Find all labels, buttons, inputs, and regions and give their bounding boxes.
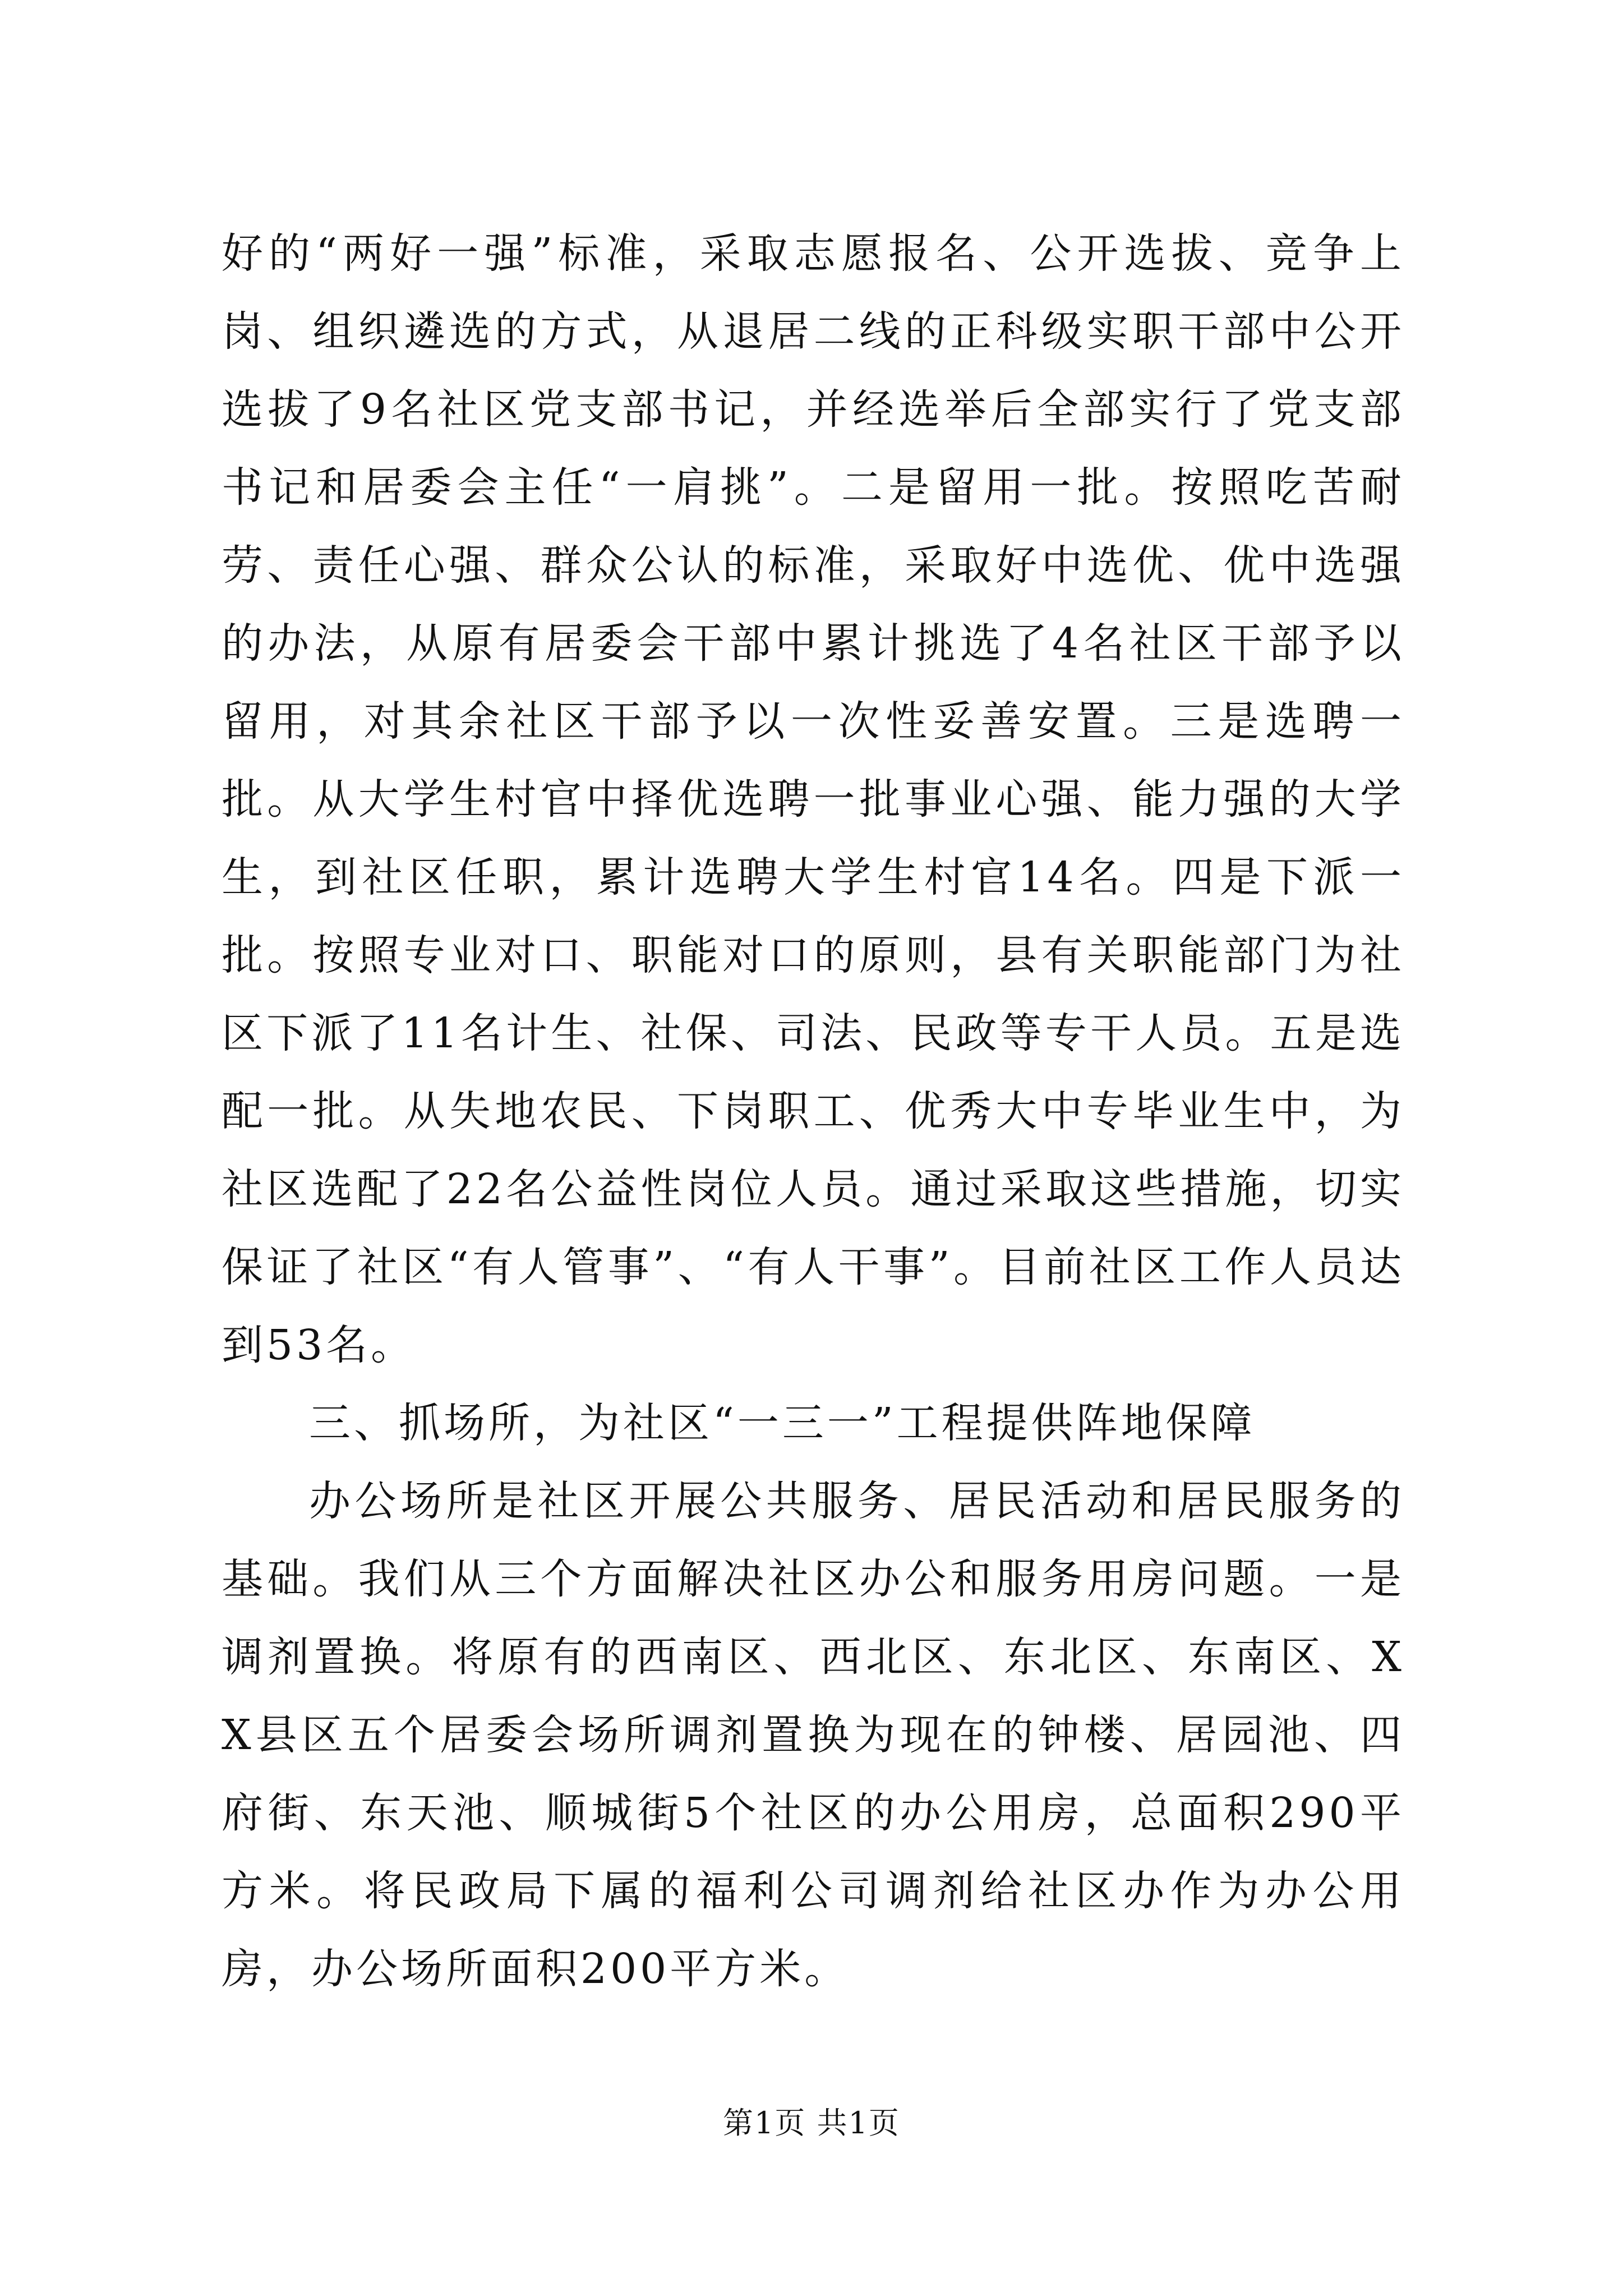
paragraph-1: 好的“两好一强”标准，采取志愿报名、公开选拔、竞争上岗、组织遴选的方式，从退居二线的正科级实职干部中公开选拔了9名社区党支部书记，并经选举后全部实行了党支部书记和居委会主任“一肩挑”。二是留用一批。按照吃苦耐劳、责任心强、群众公认的标准，采取好中选优、优中选强的办法，从原有居委会干部中累计挑选了4名社区干部予以留用，对其余社区干部予以一次性妥善安置。三是选聘一批。从大学生村官中择优选聘一批事业心强、能力强的大学生，到社区任职，累计选聘大学生村官14名。四是下派一批。按照专业对口、职能对口的原则，县有关职能部门为社区下派了11名计生、社保、司法、民政等专干人员。五是选配一批。从失地农民、下岗职工、优秀大中专毕业生中，为社区选配了22名公益性岗位人员。通过采取这些措施，切实保证了社区“有人管事”、“有人干事”。目前社区工作人员达到53名。 (222, 229, 1405, 1369)
section-heading-3: 三、抓场所，为社区“一三一”工程提供阵地保障 (309, 1399, 1256, 1447)
page-footer: 第1页 共1页 (723, 2105, 900, 2141)
document-body (222, 215, 1405, 2008)
paragraph-3: 办公场所是社区开展公共服务、居民活动和居民服务的基础。我们从三个方面解决社区办公和服务用房问题。一是调剂置换。将原有的西南区、西北区、东北区、东南区、XX县区五个居委会场所调剂置换为现在的钟楼、居园池、四府街、东天池、顺城街5个社区的办公用房，总面积290平方米。将民政局下属的福利公司调剂给社区办作为办公用房，办公场所面积200平方米。 (222, 1477, 1405, 1993)
